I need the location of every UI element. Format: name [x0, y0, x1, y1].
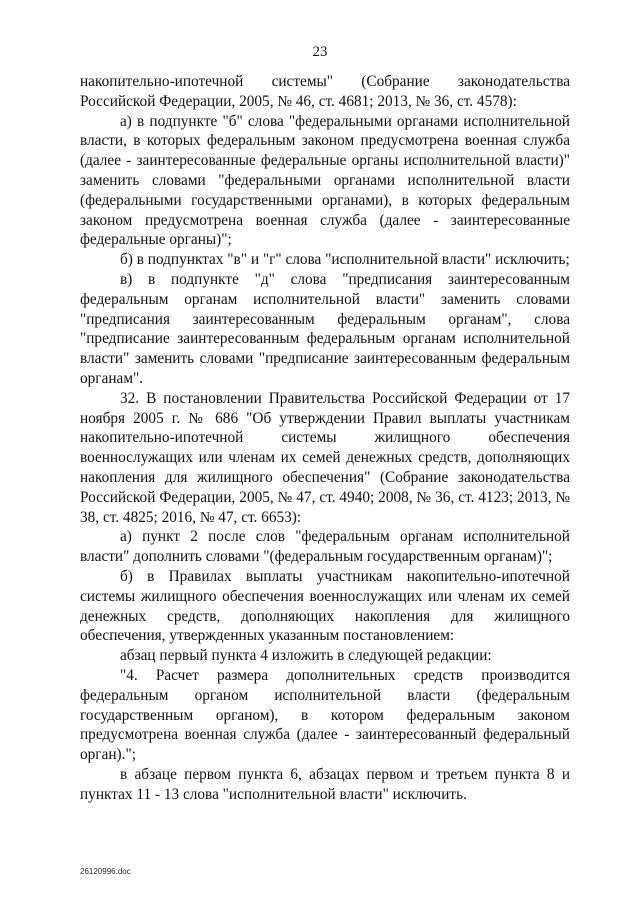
paragraph-abzac: абзац первый пункта 4 изложить в следующей редакции:	[120, 647, 492, 665]
paragraph-final: в абзаце первом пункта 6, абзацах первом и третьем пункта 8 и пунктах 11 - 13 слова "исполнительной власти" исключить.	[80, 765, 570, 803]
paragraph-section-32-b: б) в Правилах выплаты участникам накопительно-ипотечной системы жилищного обеспечения военнослужащих или членам их семей денежных средств, дополняющих накопления для жилищного обеспечения, утвержденных указанным постановлением:	[80, 567, 570, 645]
paragraph-item-b: б) в подпунктах "в" и "г" слова "исполнительной власти" исключить;	[120, 251, 570, 269]
paragraph-section-32: 32. В постановлении Правительства Российской Федерации от 17 ноября 2005 г. № 686 "Об утверждении Правил выплаты участникам накопительно-ипотечной системы жилищного обеспечения военнослужащих или членам их семей денежных средств, дополняющих накопления для жилищного обеспечения" (Собрание законодательства Российской Федерации, 2005, № 47, ст. 4940; 2008, № 36, ст. 4123; 2013, № 38, ст. 4825; 2016, № 47, ст. 6653):	[80, 389, 570, 526]
paragraph-item-v: в) в подпункте "д" слова "предписания заинтересованным федеральным органам исполнительной власти" заменить словами "предписания заинтересованным федеральным органам", слова "предписание заинтересованным федеральным органам исполнительной власти" заменить словами "предписание заинтересованным федеральным органам".	[80, 270, 570, 387]
page-number: 23	[312, 44, 328, 60]
paragraph-section-32-a: а) пункт 2 после слов "федеральным органам исполнительной власти" дополнить словами "(федеральным государственным органам)";	[80, 528, 570, 566]
paragraph-quote-4: "4. Расчет размера дополнительных средств производится федеральным органом исполнительной власти (федеральным государственным органом), в котором федеральным законом предусмотрена военная служба (далее - заинтересованный федеральный орган).";	[80, 666, 570, 764]
document-body	[80, 72, 570, 804]
paragraph-item-a: а) в подпункте "б" слова "федеральными органами исполнительной власти, в которых федеральным законом предусмотрена военная служба (далее - заинтересованные федеральные органы исполнительной власти)" заменить словами "федеральными органами исполнительной власти (федеральными государственными органами), в которых федеральным законом предусмотрена военная служба (далее - заинтересованные федеральные органы)";	[80, 112, 570, 249]
footer-doc-id: 26120996.doc	[80, 867, 131, 876]
paragraph-continuation: накопительно-ипотечной системы" (Собрание законодательства Российской Федерации, 2005, № 46, ст. 4681; 2013, № 36, ст. 4578):	[80, 73, 570, 110]
